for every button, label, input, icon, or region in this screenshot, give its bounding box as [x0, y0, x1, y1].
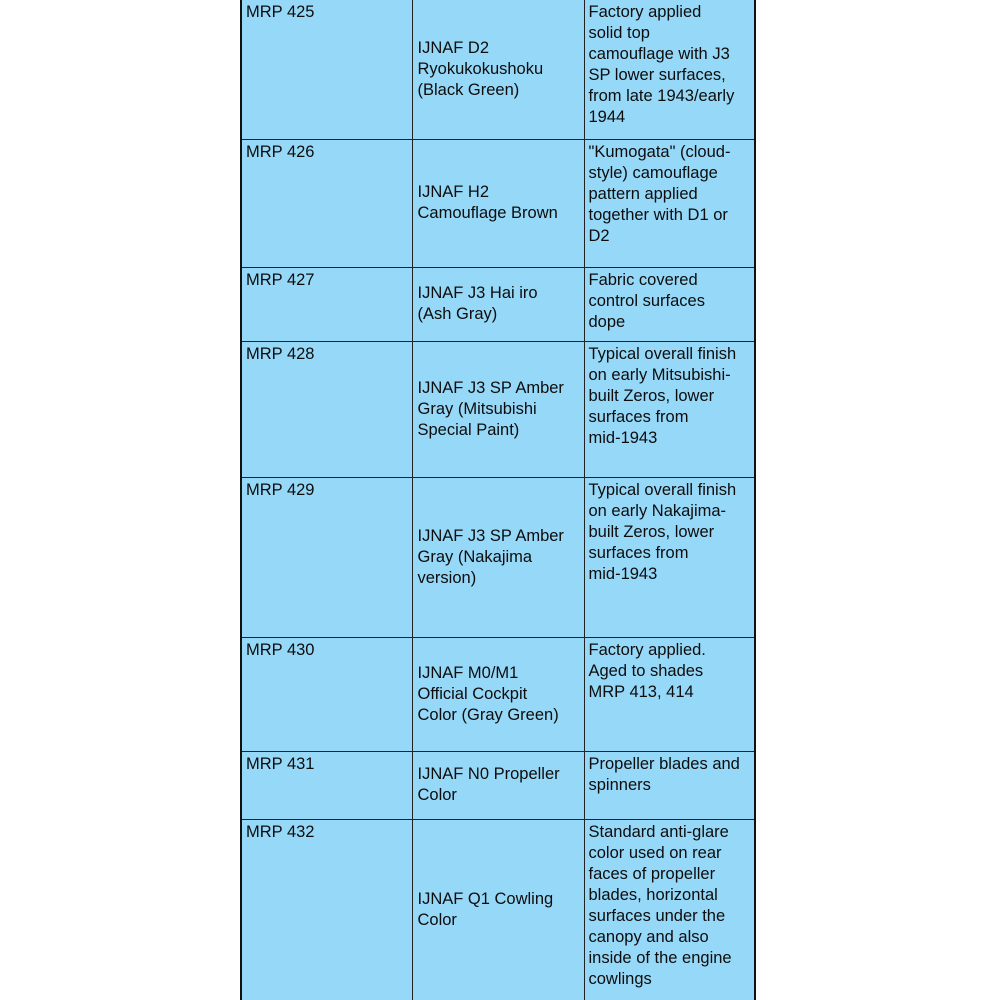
paint-name: IJNAF M0/M1 Official Cockpit Color (Gray Green)	[412, 637, 584, 751]
table-row	[242, 819, 754, 1000]
paint-table	[242, 0, 754, 1000]
table-row	[242, 477, 754, 637]
paint-code: MRP 426	[242, 139, 412, 267]
paint-description: Factory applied solid top camouflage with J3 SP lower surfaces, from late 1943/early 1944	[584, 0, 754, 139]
paint-color-table	[240, 0, 756, 1000]
paint-description: Fabric covered control surfaces dope	[584, 267, 754, 341]
table-row	[242, 0, 754, 139]
paint-name: IJNAF J3 SP Amber Gray (Mitsubishi Special Paint)	[412, 341, 584, 477]
paint-name: IJNAF N0 Propeller Color	[412, 751, 584, 819]
paint-code: MRP 428	[242, 341, 412, 477]
paint-description: Typical overall finish on early Mitsubishi- built Zeros, lower surfaces from mid-1943	[584, 341, 754, 477]
paint-description: Typical overall finish on early Nakajima- built Zeros, lower surfaces from mid-1943	[584, 477, 754, 637]
paint-code: MRP 431	[242, 751, 412, 819]
paint-name: IJNAF J3 Hai iro (Ash Gray)	[412, 267, 584, 341]
paint-name: IJNAF J3 SP Amber Gray (Nakajima version)	[412, 477, 584, 637]
paint-code: MRP 425	[242, 0, 412, 139]
paint-name: IJNAF H2 Camouflage Brown	[412, 139, 584, 267]
paint-code: MRP 430	[242, 637, 412, 751]
table-row	[242, 139, 754, 267]
paint-description: Standard anti-glare color used on rear faces of propeller blades, horizontal surfaces under the canopy and also inside of the engine cowlings	[584, 819, 754, 1000]
table-row	[242, 267, 754, 341]
table-row	[242, 341, 754, 477]
paint-name: IJNAF D2 Ryokukokushoku (Black Green)	[412, 0, 584, 139]
table-row	[242, 751, 754, 819]
paint-code: MRP 432	[242, 819, 412, 1000]
paint-code: MRP 427	[242, 267, 412, 341]
paint-code: MRP 429	[242, 477, 412, 637]
paint-description: Propeller blades and spinners	[584, 751, 754, 819]
paint-name: IJNAF Q1 Cowling Color	[412, 819, 584, 1000]
paint-description: Factory applied. Aged to shades MRP 413, 414	[584, 637, 754, 751]
table-row	[242, 637, 754, 751]
paint-description: "Kumogata" (cloud- style) camouflage pattern applied together with D1 or D2	[584, 139, 754, 267]
